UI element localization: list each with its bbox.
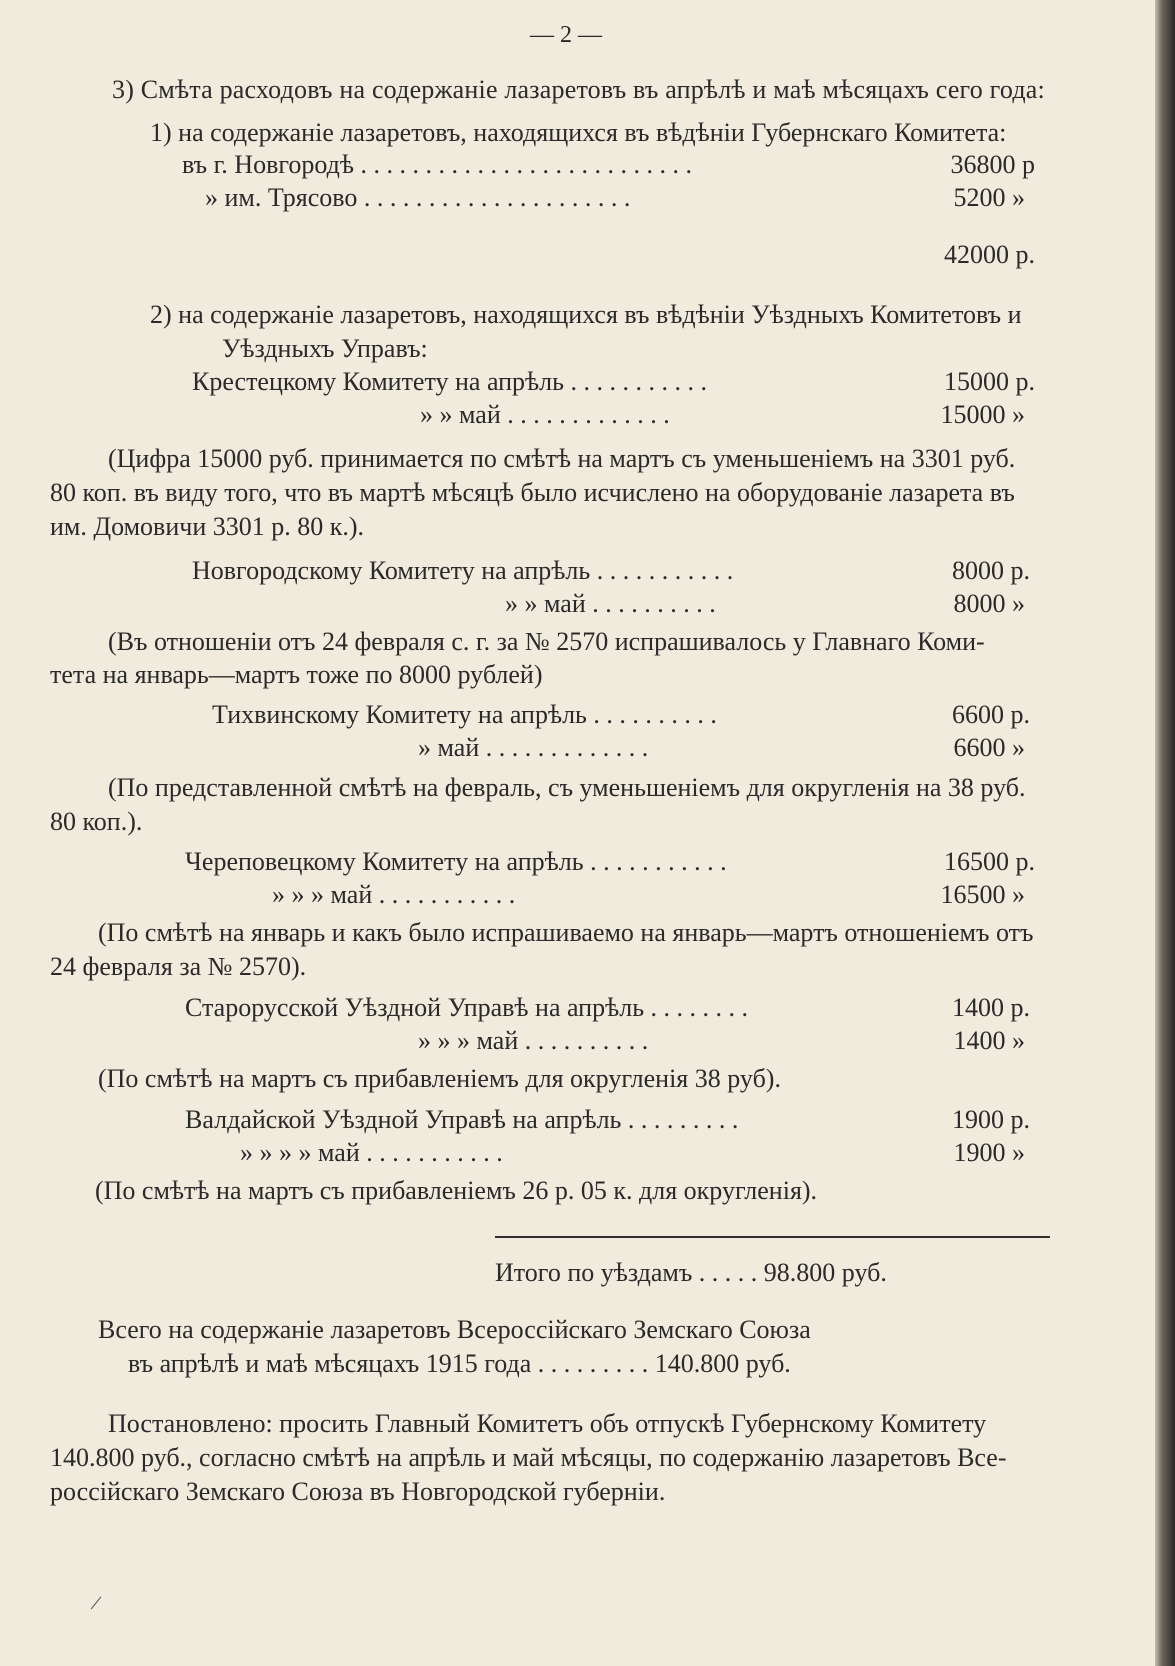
grand-total-line2: въ апрѣлѣ и маѣ мѣсяцахъ 1915 года . . . . . . . . . 140.800 руб. — [128, 1349, 791, 1378]
row-novg-may-label: » » май . . . . . . . . . . — [505, 589, 716, 618]
row-krest-may-amount: 15000 » — [940, 400, 1025, 429]
row-krest-apr-label: Крестецкому Комитету на апрѣль . . . . . . . . . . . — [192, 367, 708, 396]
row-vald-apr-amount: 1900 р. — [952, 1105, 1030, 1134]
subtotal-gubern: 42000 р. — [944, 240, 1035, 269]
row-krest-may-label: » » май . . . . . . . . . . . . . — [420, 400, 670, 429]
resolution-line1: Постановлено: просить Главный Комитетъ объ отпускѣ Губернскому Комитету — [108, 1409, 987, 1438]
note-novg-line1: (Въ отношеніи отъ 24 февраля с. г. за № 2570 испрашивалось у Главнаго Коми- — [108, 627, 985, 656]
grand-total-line1: Всего на содержаніе лазаретовъ Всероссійскаго Земскаго Союза — [98, 1315, 811, 1344]
row-cher-apr-amount: 16500 р. — [944, 847, 1035, 876]
row-cher-may-label: » » » май . . . . . . . . . . . — [272, 880, 516, 909]
section-1-title: 1) на содержаніе лазаретовъ, находящихся въ вѣдѣніи Губернскаго Комитета: — [150, 118, 1007, 147]
note-tikh-line1: (По представленной смѣтѣ на февраль, съ уменьшеніемъ для округленія на 38 руб. — [108, 773, 1026, 802]
row-cher-may-amount: 16500 » — [940, 880, 1025, 909]
total-rule — [495, 1236, 1050, 1238]
row-tryasovo-amount: 5200 » — [953, 183, 1025, 212]
row-novgorod-label: въ г. Новгородѣ . . . . . . . . . . . . . . . . . . . . . . . . . . — [182, 150, 692, 179]
note-krest-line1: (Цифра 15000 руб. принимается по смѣтѣ на мартъ съ уменьшеніемъ на 3301 руб. — [108, 444, 1016, 473]
note-vald: (По смѣтѣ на мартъ съ прибавленіемъ 26 р. 05 к. для округленія). — [95, 1176, 818, 1205]
resolution-line3: россійскаго Земскаго Союза въ Новгородской губерніи. — [50, 1477, 666, 1506]
row-krest-apr-amount: 15000 р. — [944, 367, 1035, 396]
note-star: (По смѣтѣ на мартъ съ прибавленіемъ для округленія 38 руб). — [98, 1064, 781, 1093]
note-tikh-line2: 80 коп.). — [50, 807, 143, 836]
row-star-may-label: » » » май . . . . . . . . . . — [418, 1026, 649, 1055]
note-cher-line2: 24 февраля за № 2570). — [50, 952, 307, 981]
note-krest-line3: им. Домовичи 3301 р. 80 к.). — [50, 512, 365, 541]
row-tryasovo-label: » им. Трясово . . . . . . . . . . . . . . . . . . . . . — [205, 183, 631, 212]
page-edge-shadow — [1155, 0, 1175, 1666]
paper-mark: / — [89, 1589, 104, 1616]
row-star-may-amount: 1400 » — [953, 1026, 1025, 1055]
note-krest-line2: 80 коп. въ виду того, что въ мартѣ мѣсяцѣ было исчислено на оборудованіе лазарета въ — [50, 478, 1015, 507]
note-novg-line2: тета на январь—мартъ тоже по 8000 рублей) — [50, 660, 543, 689]
section-2-title-line2: Уѣздныхъ Управъ: — [222, 334, 428, 363]
section-3-title: 3) Смѣта расходовъ на содержаніе лазаретовъ въ апрѣлѣ и маѣ мѣсяцахъ сего года: — [112, 75, 1045, 104]
row-novg-may-amount: 8000 » — [953, 589, 1025, 618]
row-novgorod-amount: 36800 р — [950, 150, 1035, 179]
resolution-line2: 140.800 руб., согласно смѣтѣ на апрѣль и май мѣсяцы, по содержанію лазаретовъ Все- — [50, 1443, 1007, 1472]
row-tikh-may-amount: 6600 » — [953, 733, 1025, 762]
row-tikh-apr-amount: 6600 р. — [952, 700, 1030, 729]
section-2-title-line1: 2) на содержаніе лазаретовъ, находящихся въ вѣдѣніи Уѣздныхъ Комитетовъ и — [150, 300, 1022, 329]
row-vald-may-label: » » » » май . . . . . . . . . . . — [240, 1138, 503, 1167]
note-cher-line1: (По смѣтѣ на январь и какъ было испрашиваемо на январь—мартъ отношеніемъ отъ — [98, 918, 1034, 947]
row-star-apr-amount: 1400 р. — [952, 993, 1030, 1022]
row-star-apr-label: Старорусской Уѣздной Управѣ на апрѣль . . . . . . . . — [185, 993, 749, 1022]
row-tikh-apr-label: Тихвинскому Комитету на апрѣль . . . . . . . . . . — [212, 700, 717, 729]
page-number: — 2 — — [530, 22, 602, 48]
row-novg-apr-amount: 8000 р. — [952, 556, 1030, 585]
row-novg-apr-label: Новгородскому Комитету на апрѣль . . . . . . . . . . . — [192, 556, 734, 585]
row-vald-apr-label: Валдайской Уѣздной Управѣ на апрѣль . . . . . . . . . — [185, 1105, 739, 1134]
row-cher-apr-label: Череповецкому Комитету на апрѣль . . . . . . . . . . . — [185, 847, 727, 876]
total-uezd: Итого по уѣздамъ . . . . . 98.800 руб. — [495, 1258, 887, 1287]
row-vald-may-amount: 1900 » — [953, 1138, 1025, 1167]
row-tikh-may-label: » май . . . . . . . . . . . . . — [418, 733, 649, 762]
